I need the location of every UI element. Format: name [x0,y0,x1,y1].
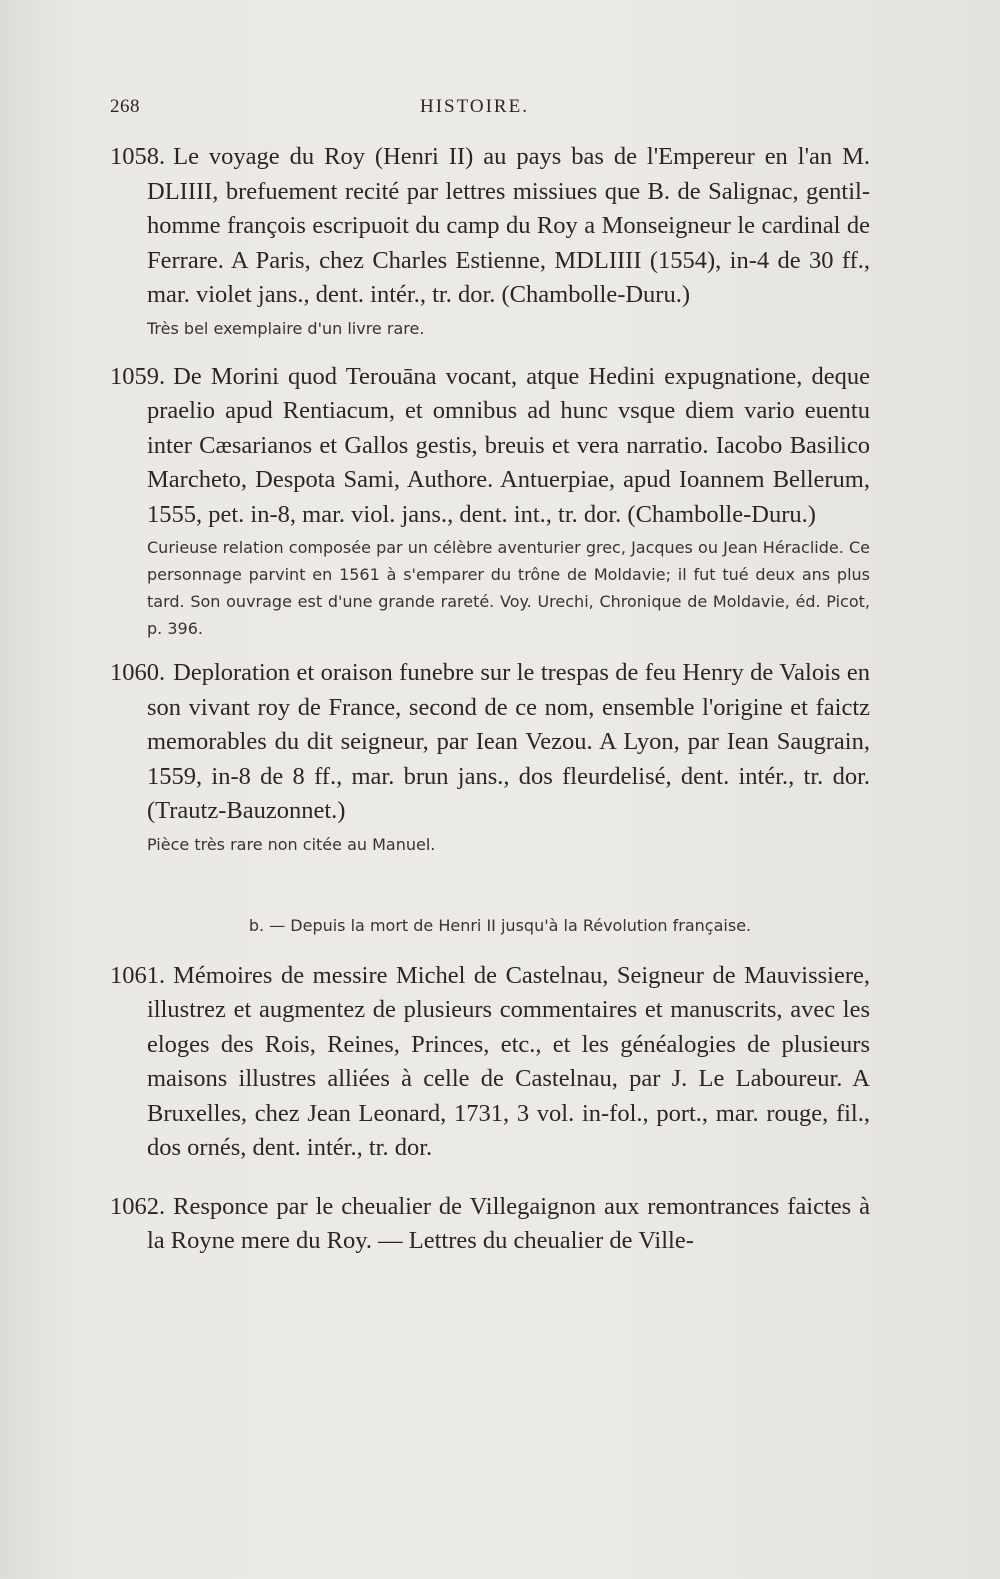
text-block [110,140,870,1259]
entry-number: 1062. [110,1192,166,1220]
entry-note: Très bel exemplaire d'un livre rare. [147,318,425,338]
section-heading: b. — Depuis la mort de Henri II jusqu'à la Révolution française. [248,915,752,935]
entry-number: 1060. [110,659,166,686]
entry-text: De Morini quod Terouāna vocant, atque Hedini expugnatione, deque praelio apud Rentiacum, et omnibus ad hunc vsque diem vario euentu inter Cæsarianos et Gallos gestis, breuis et vera narratio. Iacobo Basilico Marcheto, Despota Sami, Authore. Antuerpiae, apud Ioannem Bellerum, 1555, pet. in-8, mar. viol. jans., dent. int., tr. dor. (Chambolle-Duru.) [147,362,870,528]
catalog-entry [110,959,870,1166]
catalog-entry [110,140,870,313]
entry-text: Deploration et oraison funebre sur le trespas de feu Henry de Valois en son vivant roy de France, second de ce nom, ensemble l'origine et faictz memorables du dit seigneur, par Iean Vezou. A Lyon, par Iean Saugrain, 1559, in-8 de 8 ff., mar. brun jans., dos fleurdelisé, dent. intér., tr. dor. (Trautz-Bauzonnet.) [147,659,870,824]
entry-note: Curieuse relation composée par un célèbre aventurier grec, Jacques ou Jean Héraclide. Ce personnage parvint en 1561 à s'emparer du trône de Moldavie; il fut tué deux ans plus tard. Son ouvrage est d'une grande rareté. Voy. Urechi, Chronique de Moldavie, éd. Picot, p. 396. [147,538,870,638]
entry-text: Mémoires de messire Michel de Castelnau, Seigneur de Mauvissiere, illustrez et augmentez de plusieurs commentaires et manuscrits, avec les eloges des Rois, Reines, Princes, etc., et les généalogies de plusieurs maisons illustres alliées à celle de Castelnau, par J. Le Laboureur. A Bruxelles, chez Jean Leonard, 1731, 3 vol. in-fol., port., mar. rouge, fil., dos ornés, dent. intér., tr. dor. [147,961,870,1161]
running-head: HISTOIRE. [420,96,529,117]
entry-text: Le voyage du Roy (Henri II) au pays bas de l'Empereur en l'an M. DLIIII, brefuement recité par lettres missiues que B. de Salignac, gentil-homme françois escripuoit du camp du Roy a Monseigneur le cardinal de Ferrare. A Paris, chez Charles Estienne, MDLIIII (1554), in-4 de 30 ff., mar. violet jans., dent. intér., tr. dor. (Chambolle-Duru.) [147,143,870,308]
catalog-entry [110,360,870,533]
page-number: 268 [110,96,140,117]
page-header [110,96,870,126]
entry-number: 1059. [110,362,166,390]
entry-number: 1058. [110,143,166,170]
catalog-entry [110,656,870,829]
entry-note: Pièce très rare non citée au Manuel. [147,834,436,854]
entry-number: 1061. [110,961,166,989]
catalog-entry [110,1190,870,1259]
entry-text: Responce par le cheualier de Villegaignon aux remontrances faictes à la Royne mere du Roy. — Lettres du cheualier de Ville- [147,1192,870,1254]
